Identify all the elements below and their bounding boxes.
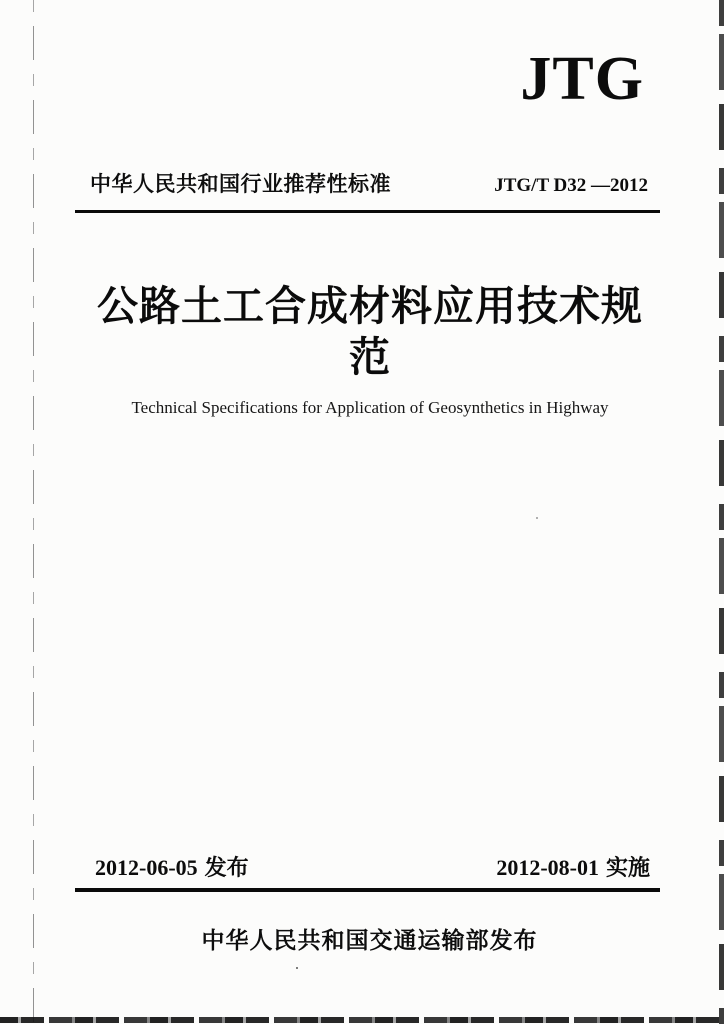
issue-label: 发布 [204,855,249,880]
document-title-en: Technical Specifications for Application of Geosynthetics in Highway [131,398,609,417]
issue-date-line [95,851,249,882]
footer-rule [75,888,660,892]
date-row [95,851,650,882]
jtg-logo: JTG [520,45,644,113]
scan-speck [536,517,538,519]
standard-number: JTG/T D32 —2012 [494,175,648,196]
left-edge-scan-line [33,0,34,1024]
document-title-zh: 公路土工合成材料应用技术规范 [97,283,643,381]
header-rule [75,210,660,213]
header-row [90,168,648,198]
standard-class-label: 中华人民共和国行业推荐性标准 [90,173,391,196]
bottom-scan-strip [0,1017,724,1023]
publisher-line: 中华人民共和国交通运输部发布 [201,927,538,953]
right-edge-scan-line [719,0,724,1024]
effective-label: 实施 [605,855,650,880]
issue-date: 2012-06-05 [95,855,198,880]
scan-speck [296,967,298,969]
effective-date: 2012-08-01 [496,855,599,880]
effective-date-line [496,851,650,882]
